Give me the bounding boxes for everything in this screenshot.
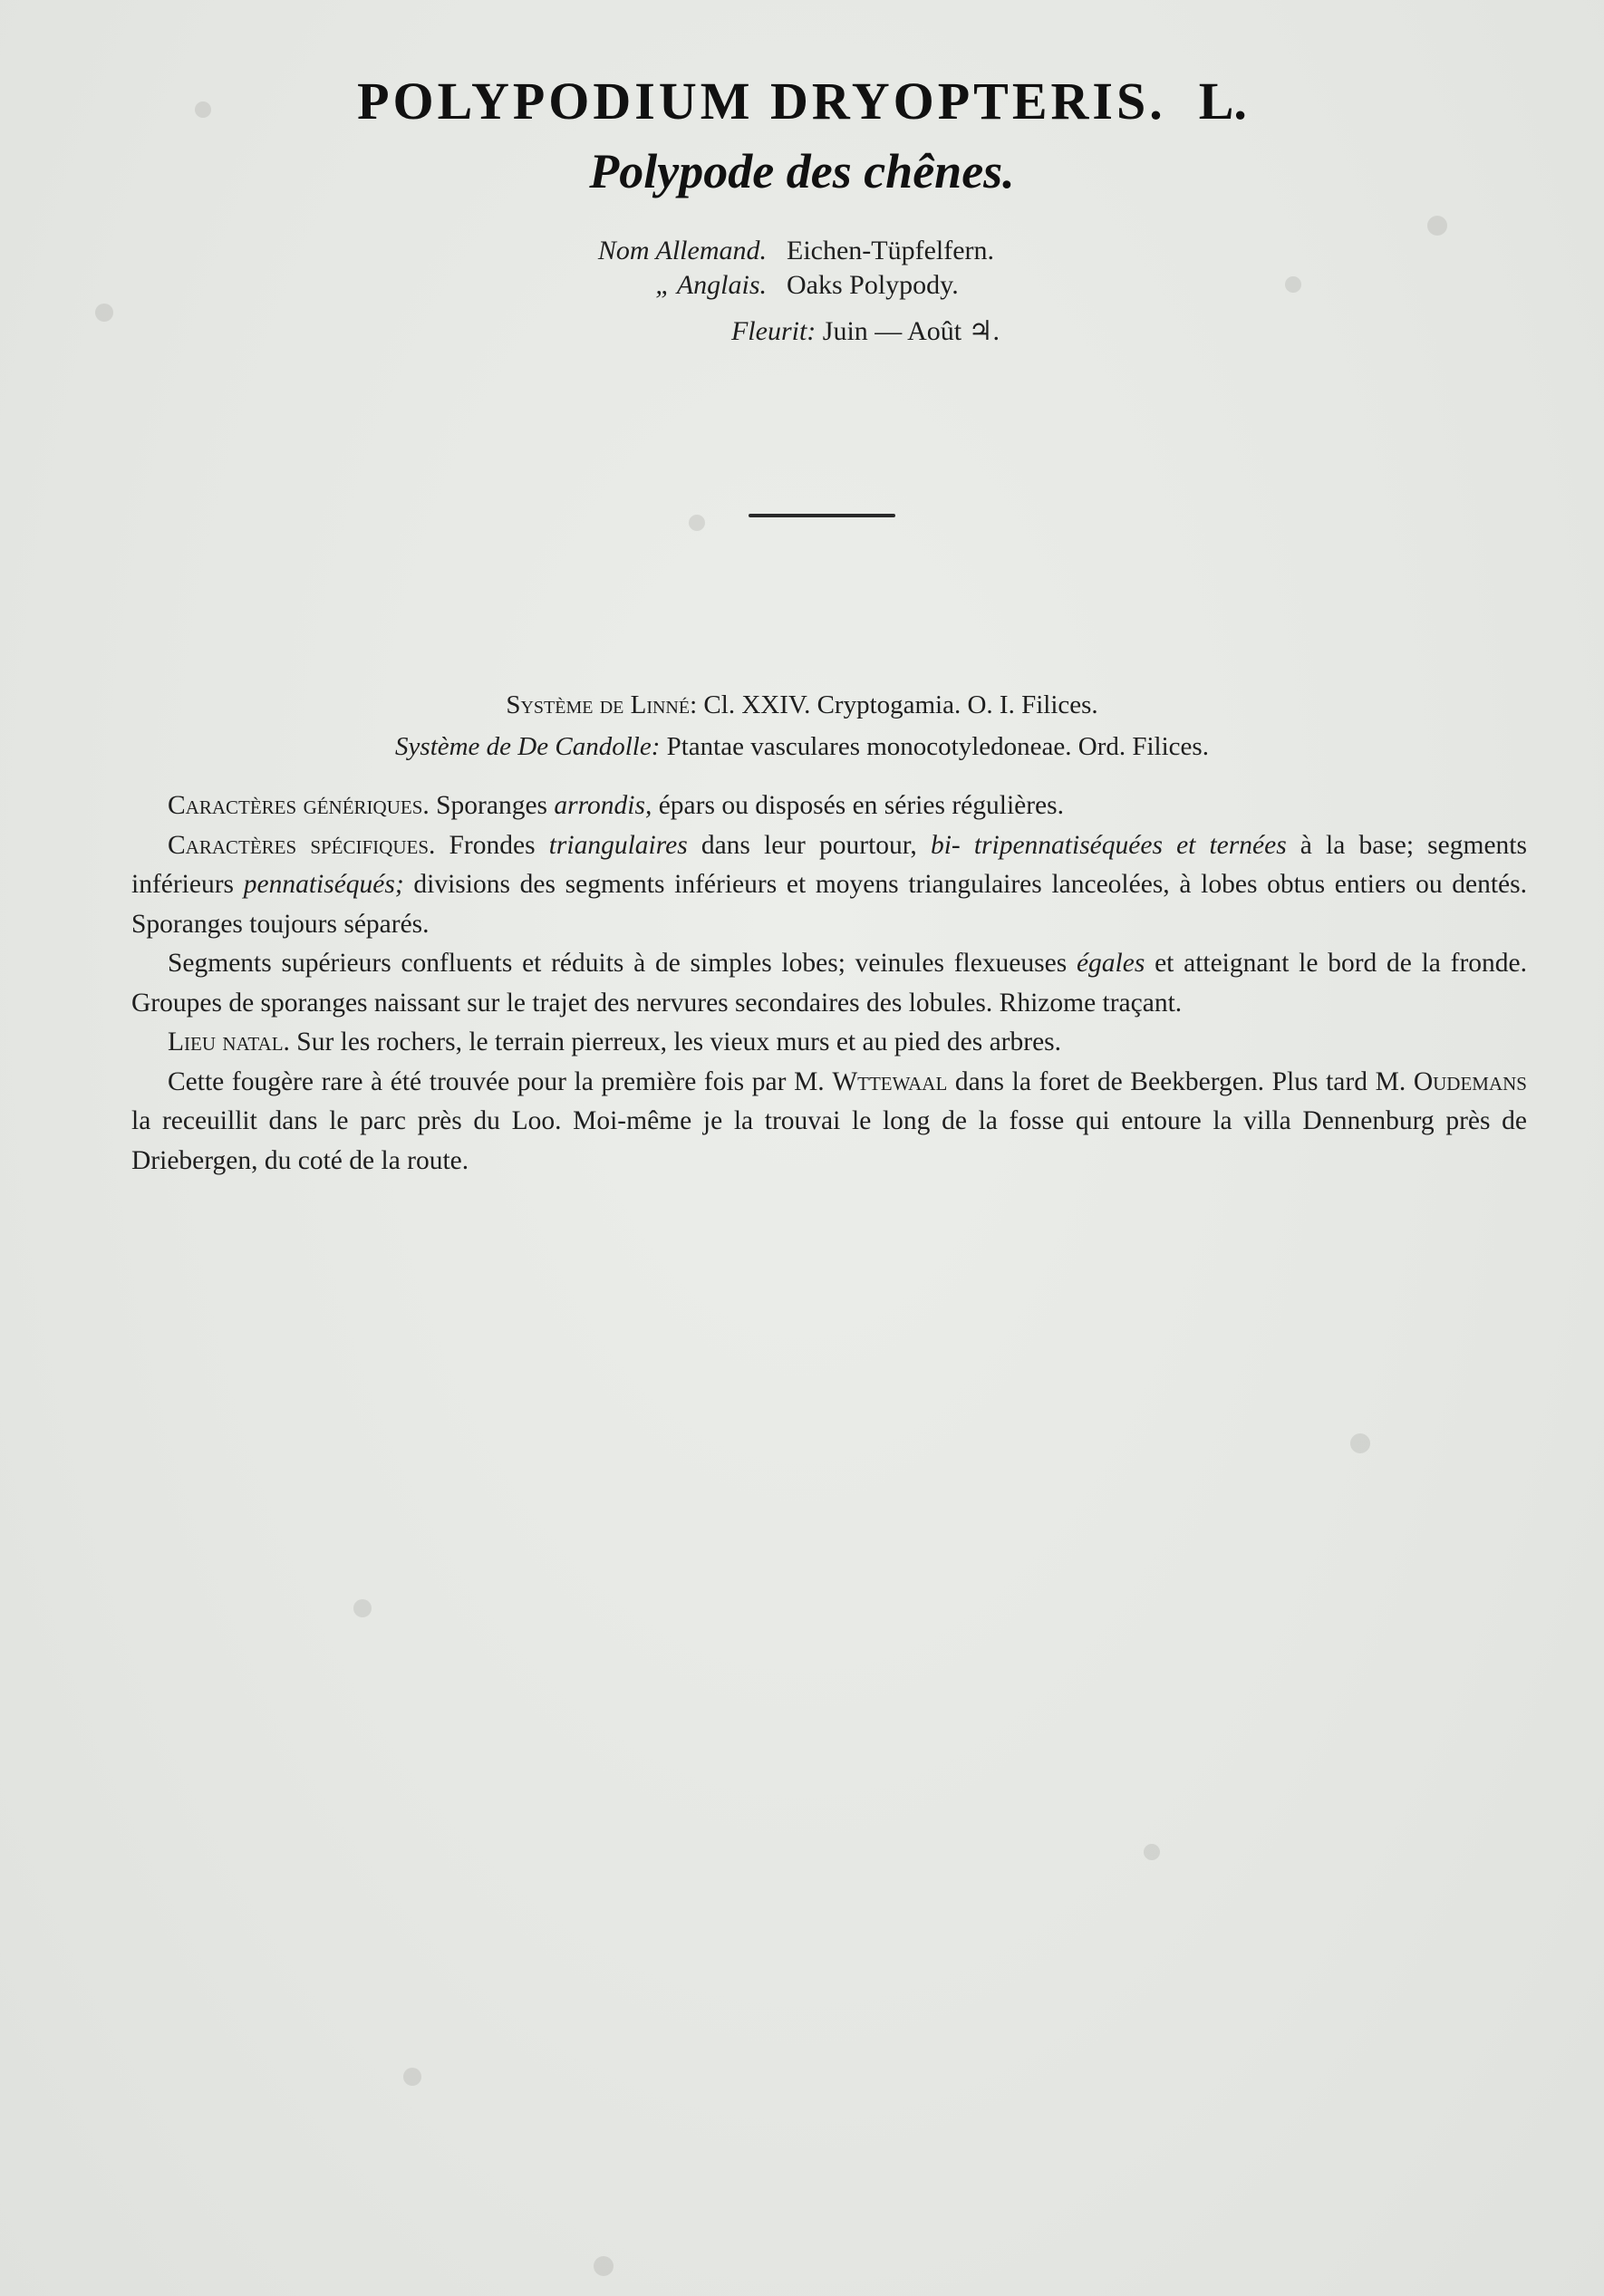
segments-paragraph: [131, 944, 1527, 1023]
classification-systems: [0, 684, 1604, 767]
generic-characters: [131, 786, 1527, 826]
text-run: épars ou disposés en séries régulières.: [652, 791, 1065, 820]
text-run: et atteignant le bord de la fronde. Groupes de sporanges naissant sur le trajet des nervures secondaires des lobules. Rhizome traçant.: [131, 949, 1527, 1018]
plate-number: L.: [1198, 72, 1247, 130]
specific-characters: [131, 826, 1527, 945]
specific-label: Caractères spécifiques.: [168, 830, 436, 860]
section-divider: [749, 514, 895, 517]
text-run: à la base; segments inférieurs: [131, 830, 1527, 899]
name-value: Oaks Polypody.: [787, 270, 959, 300]
text-run: Sur les rochers, le terrain pierreux, les vieux murs et au pied des arbres.: [289, 1027, 1062, 1056]
flowering-line: [0, 315, 1604, 347]
person-name: Oudemans: [1413, 1066, 1527, 1096]
candolle-system: [0, 726, 1604, 767]
flowering-value: Juin — Août ♃.: [822, 316, 1000, 346]
page-title: [0, 71, 1604, 131]
history-paragraph: [131, 1063, 1527, 1182]
page-subtitle: Polypode des chênes.: [589, 144, 1015, 198]
paper-speck: [1350, 1433, 1370, 1453]
linne-value: : Cl. XXIV. Cryptogamia. O. I. Filices.: [690, 690, 1098, 719]
habitat-label: Lieu natal.: [168, 1027, 290, 1056]
candolle-value: Ptantae vasculares monocotyledoneae. Ord. Filices.: [666, 732, 1209, 761]
italic-run: égales: [1076, 949, 1145, 978]
paper-speck: [1427, 216, 1447, 236]
title-text: POLYPODIUM DRYOPTERIS.: [357, 72, 1166, 130]
text-run: Sporanges: [429, 791, 555, 820]
text-run: dans la foret de Beekbergen. Plus tard M.: [947, 1066, 1414, 1096]
paper-speck: [594, 2256, 614, 2276]
name-label: Nom Allemand.: [597, 236, 767, 265]
text-run: la receuillit dans le parc près du Loo. Moi-même je la trouvai le long de la fosse qui entoure la villa Dennenburg près de Driebergen, du coté de la route.: [131, 1106, 1527, 1175]
text-run: Frondes: [435, 830, 549, 860]
habitat-paragraph: [131, 1023, 1527, 1063]
candolle-label: Système de De Candolle:: [395, 732, 661, 761]
paper-speck: [1285, 276, 1301, 293]
name-label: „ Anglais.: [655, 270, 767, 300]
generic-label: Caractères génériques.: [168, 791, 430, 820]
italic-run: bi- tripennatiséquées et ternées: [930, 830, 1287, 860]
text-run: divisions des segments inférieurs et moyens triangulaires lanceolées, à lobes obtus entiers ou dentés. Sporanges toujours séparés.: [131, 870, 1527, 939]
italic-run: pennatiséqués;: [243, 870, 404, 899]
common-names: [553, 234, 994, 303]
paper-speck: [403, 2068, 421, 2086]
name-row-german: [553, 234, 994, 268]
paper-speck: [1144, 1844, 1160, 1860]
text-run: dans leur pourtour,: [687, 830, 931, 860]
name-row-english: [553, 268, 994, 303]
person-name: Wttewaal: [832, 1066, 948, 1096]
italic-run: triangulaires: [548, 830, 688, 860]
linne-system: [0, 684, 1604, 726]
paper-speck: [353, 1599, 372, 1617]
description-body: [131, 786, 1527, 1181]
text-run: Segments supérieurs confluents et réduits à de simples lobes; veinules flexueuses: [168, 949, 1077, 978]
italic-run: arrondis,: [554, 791, 652, 820]
name-value: Eichen-Tüpfelfern.: [787, 236, 995, 265]
linne-label: Système de Linné: [506, 690, 691, 719]
flowering-label: Fleurit:: [730, 316, 816, 346]
paper-speck: [689, 515, 705, 531]
text-run: Cette fougère rare à été trouvée pour la première fois par M.: [168, 1066, 833, 1096]
